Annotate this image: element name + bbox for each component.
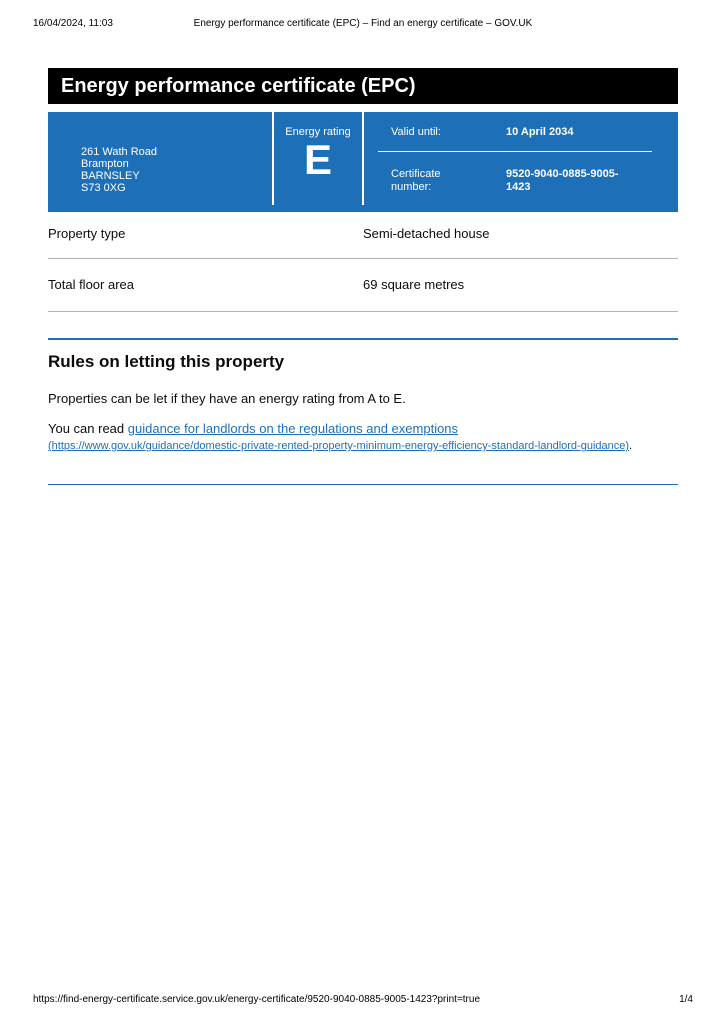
summary-value: Semi-detached house xyxy=(363,226,490,241)
guidance-suffix: . xyxy=(629,440,633,452)
certificate-number-value: 9520-9040-0885-9005-1423 xyxy=(506,168,619,193)
letting-heading: Rules on letting this property xyxy=(48,352,285,371)
certificate-number-label: Certificate number: xyxy=(391,168,441,193)
summary-key: Property type xyxy=(48,226,126,241)
summary-value: 69 square metres xyxy=(363,277,465,292)
print-footer xyxy=(0,994,726,1006)
main-content xyxy=(48,68,678,485)
print-page-title: Energy performance certificate (EPC) – Find an energy certificate – GOV.UK xyxy=(193,18,533,29)
summary-row-floor-area xyxy=(48,259,678,312)
divider xyxy=(378,151,652,152)
address-line-1: 261 Wath Road xyxy=(81,146,158,158)
address-line-2: Brampton xyxy=(81,158,129,170)
property-address xyxy=(81,146,157,194)
page-number: 1/4 xyxy=(679,994,693,1005)
address-line-3: BARNSLEY xyxy=(81,170,140,182)
certificate-title: Energy performance certificate (EPC) xyxy=(48,68,678,104)
print-header xyxy=(0,18,726,30)
guidance-link[interactable]: guidance for landlords on the regulations and exemptions xyxy=(127,421,459,436)
letting-paragraph: Properties can be let if they have an energy rating from A to E. xyxy=(48,391,406,406)
divider xyxy=(362,112,364,205)
guidance-paragraph xyxy=(48,421,678,453)
energy-rating-label: Energy rating xyxy=(285,126,351,138)
valid-until-value: 10 April 2034 xyxy=(506,126,574,138)
print-url: https://find-energy-certificate.service.gov.uk/energy-certificate/9520-9040-0885-9005-1423?print=true xyxy=(33,994,481,1005)
guidance-link-url[interactable]: (https://www.gov.uk/guidance/domestic-private-rented-property-minimum-energy-efficiency-standard-landlord-guidance) xyxy=(48,440,630,452)
summary-row-property-type xyxy=(48,212,678,259)
summary-key: Total floor area xyxy=(48,277,134,292)
section-divider xyxy=(48,484,678,485)
guidance-prefix: You can read xyxy=(48,421,128,436)
epc-summary-box xyxy=(48,112,678,212)
print-datetime: 16/04/2024, 11:03 xyxy=(33,18,113,29)
valid-until-label: Valid until: xyxy=(391,126,441,138)
address-postcode: S73 0XG xyxy=(81,182,126,194)
energy-rating-value: E xyxy=(303,136,332,183)
section-divider xyxy=(48,338,678,340)
